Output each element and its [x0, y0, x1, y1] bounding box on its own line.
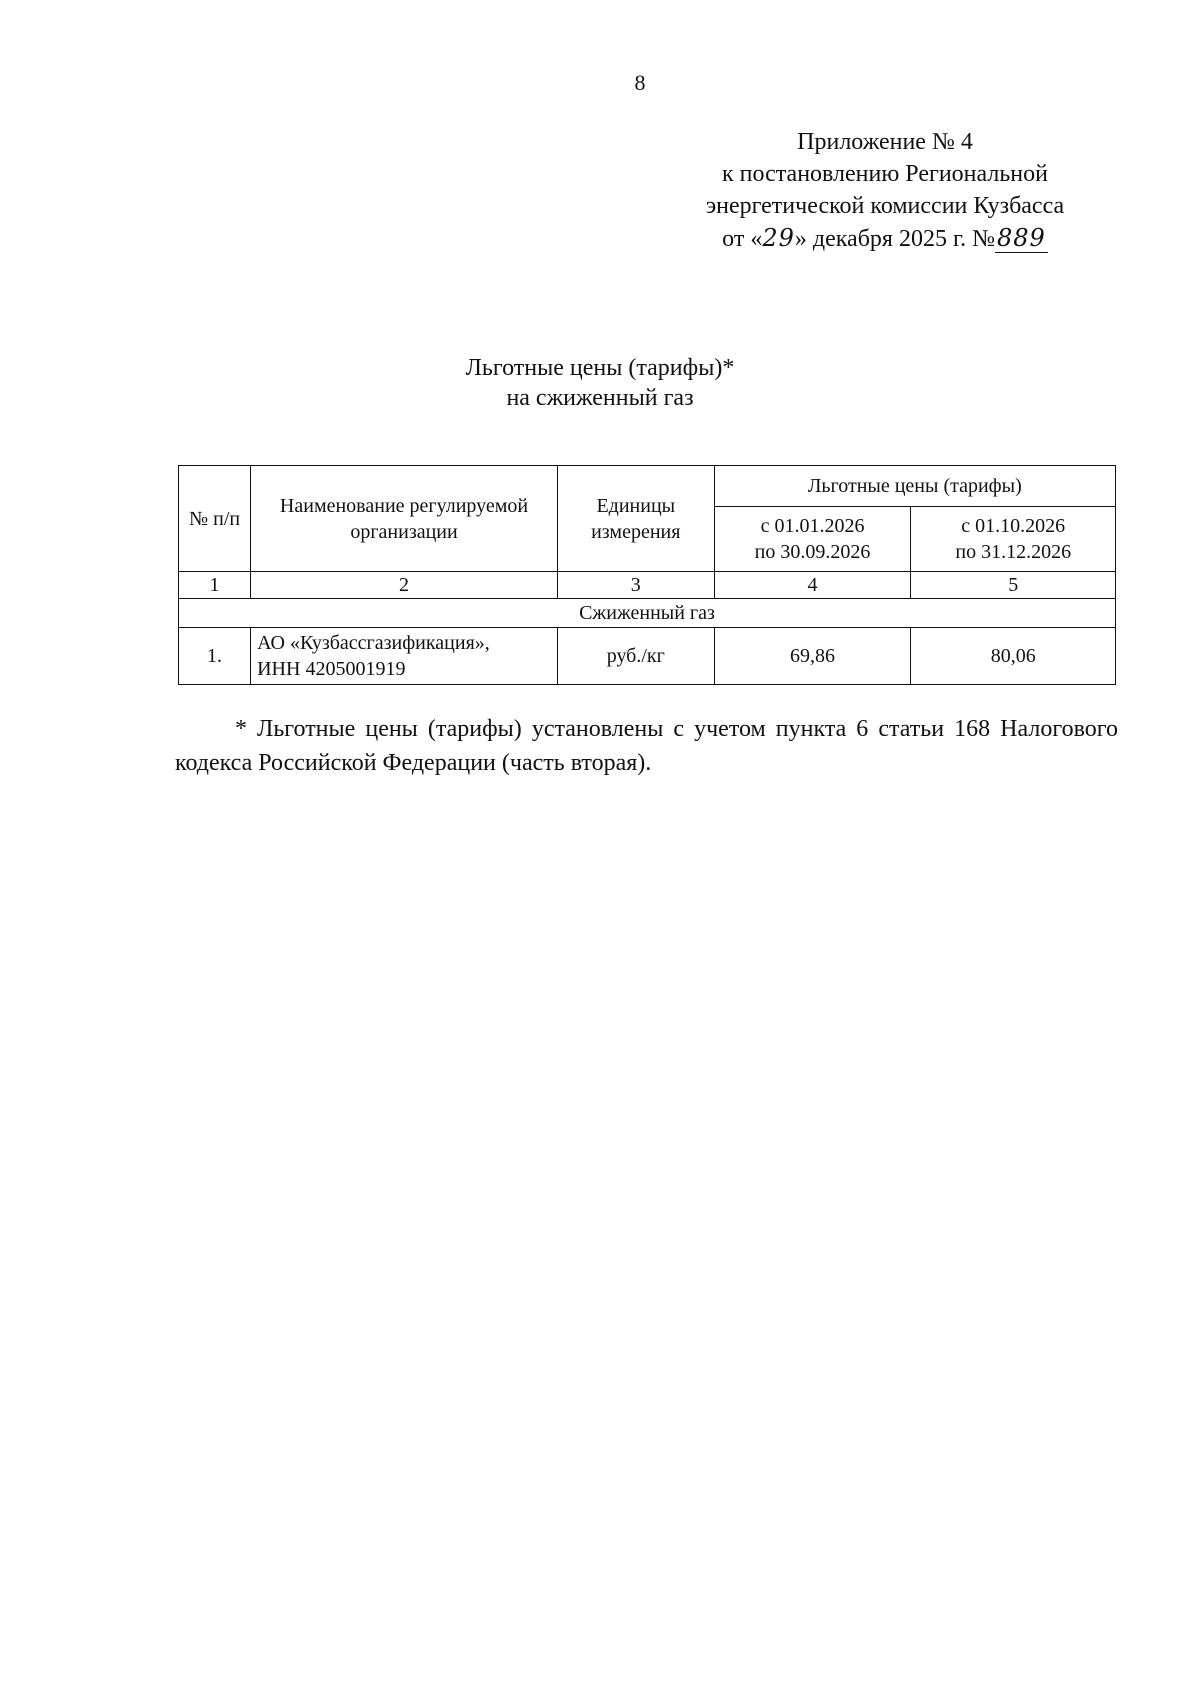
row-price-2: 80,06 [911, 628, 1116, 685]
column-index: 2 [251, 572, 558, 599]
title-line-1: Льготные цены (тарифы)* [465, 355, 735, 381]
header-period-1 [714, 507, 911, 572]
column-index-row [179, 572, 1116, 599]
period-1-to: по 30.09.2026 [754, 541, 871, 563]
period-1-from: с 01.01.2026 [760, 515, 865, 537]
row-org-name: АО «Кузбассгазификация», [257, 632, 490, 654]
period-2-from: с 01.10.2026 [961, 515, 1066, 537]
handwritten-day: 29 [762, 224, 795, 252]
section-title: Сжиженный газ [179, 599, 1116, 628]
appendix-header [640, 126, 1130, 255]
column-index: 1 [179, 572, 251, 599]
row-num: 1. [179, 628, 251, 685]
handwritten-doc-number: 889 [997, 224, 1046, 252]
row-org [251, 628, 558, 685]
footnote: * Льготные цены (тарифы) установлены с учетом пункта 6 статьи 168 Налогового кодекса Российской Федерации (часть вторая). [175, 716, 1118, 776]
section-row [179, 599, 1116, 628]
table-row [179, 628, 1116, 685]
column-index: 4 [714, 572, 911, 599]
date-prefix: от « [722, 226, 763, 252]
appendix-commission-line: энергетической комиссии Кузбасса [705, 193, 1065, 219]
row-inn: ИНН 4205001919 [257, 658, 406, 680]
tariff-table [178, 465, 1116, 685]
period-2-to: по 31.12.2026 [955, 541, 1072, 563]
column-index: 5 [911, 572, 1116, 599]
page-number: 8 [634, 70, 646, 95]
row-unit: руб./кг [557, 628, 714, 685]
header-prices: Льготные цены (тарифы) [714, 466, 1115, 507]
appendix-date-line [640, 222, 1130, 255]
header-unit: Единицы измерения [557, 466, 714, 572]
document-title [300, 353, 900, 413]
title-line-2: на сжиженный газ [506, 385, 694, 411]
appendix-resolution-line: к постановлению Региональной [722, 161, 1048, 187]
row-price-1: 69,86 [714, 628, 911, 685]
date-middle: » декабря 2025 г. № [794, 226, 995, 252]
header-num: № п/п [179, 466, 251, 572]
header-org-name: Наименование регулируемой организации [251, 466, 558, 572]
appendix-title: Приложение № 4 [797, 129, 973, 155]
header-period-2 [911, 507, 1116, 572]
column-index: 3 [557, 572, 714, 599]
